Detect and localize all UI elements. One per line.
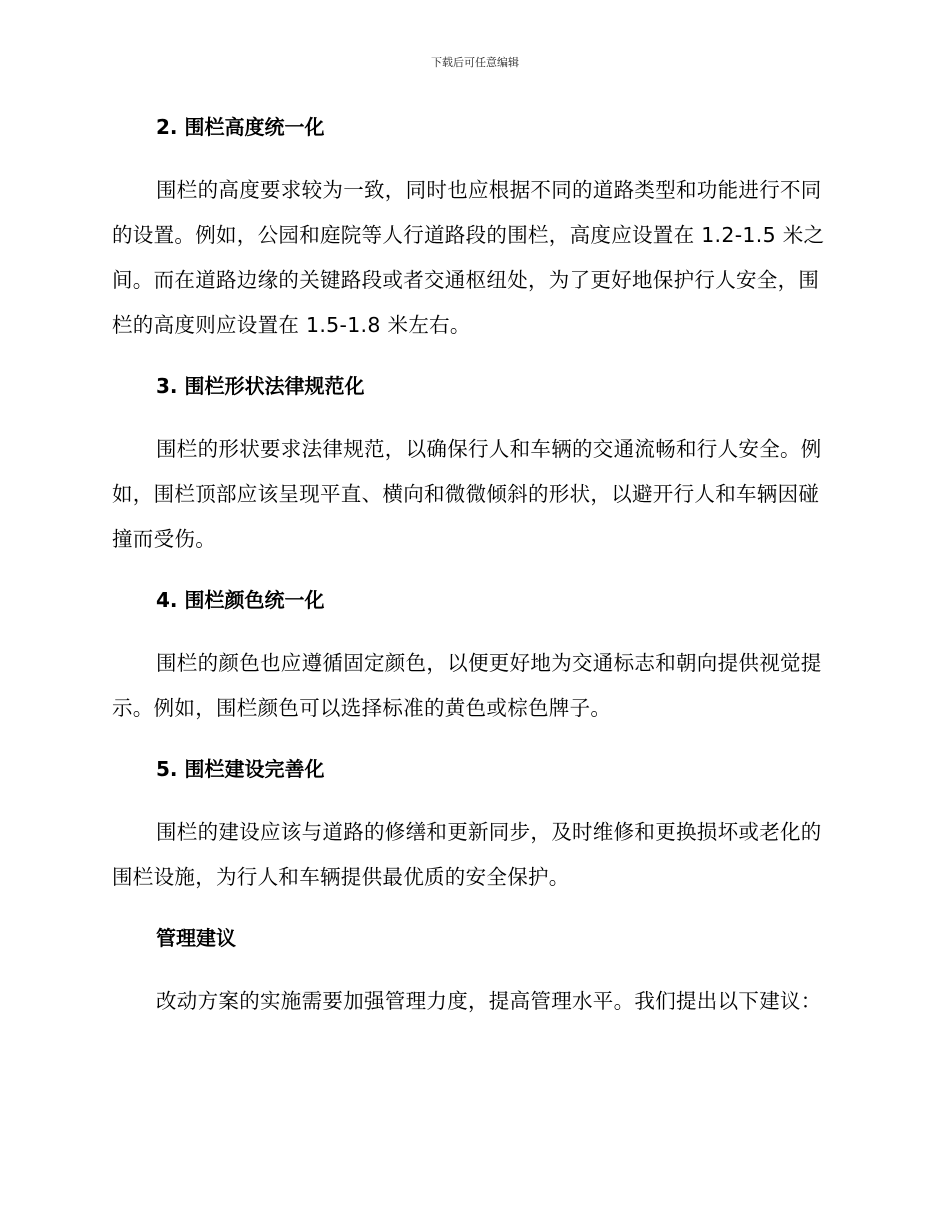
- section-heading-height: 2. 围栏高度统一化: [156, 115, 325, 139]
- section-paragraph-construction: 围栏的建设应该与道路的修缮和更新同步，及时维修和更换损坏或老化的围栏设施，为行人和车辆提供最优质的安全保护。: [112, 820, 822, 889]
- section-heading-shape: 3. 围栏形状法律规范化: [156, 374, 365, 398]
- section-heading-construction: 5. 围栏建设完善化: [156, 757, 325, 781]
- page-header: 下载后可任意编辑: [431, 56, 519, 69]
- section-paragraph-shape: 围栏的形状要求法律规范，以确保行人和车辆的交通流畅和行人安全。例如，围栏顶部应该呈现平直、横向和微微倾斜的形状，以避开行人和车辆因碰撞而受伤。: [112, 437, 822, 551]
- document-body: [112, 112, 834, 1047]
- section-heading-management: 管理建议: [156, 926, 236, 950]
- section-paragraph-management: 改动方案的实施需要加强管理力度，提高管理水平。我们提出以下建议：: [156, 989, 822, 1013]
- section-paragraph-color: 围栏的颜色也应遵循固定颜色，以便更好地为交通标志和朝向提供视觉提示。例如，围栏颜色可以选择标准的黄色或棕色牌子。: [112, 651, 822, 720]
- section-paragraph-height: 围栏的高度要求较为一致，同时也应根据不同的道路类型和功能进行不同的设置。例如，公园和庭院等人行道路段的围栏，高度应设置在 1.2-1.5 米之间。而在道路边缘的关键路段或者交通枢纽处，为了更好地保护行人安全，围栏的高度则应设置在 1.5-1.8 米左右。: [112, 178, 825, 337]
- section-heading-color: 4. 围栏颜色统一化: [156, 588, 325, 612]
